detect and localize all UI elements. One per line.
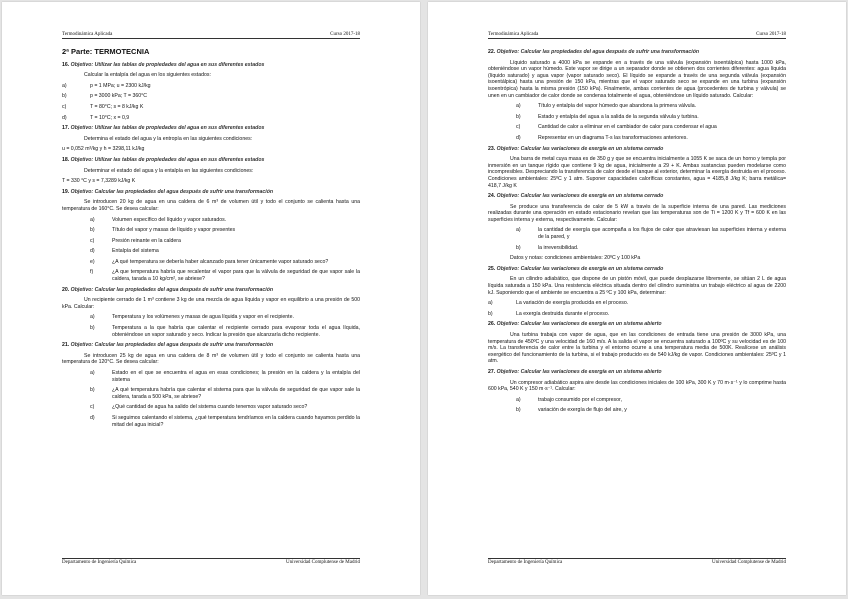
item-label: c) — [62, 103, 67, 110]
list-item — [488, 124, 786, 131]
exercise-statement: Una turbina trabaja con vapor de agua, que en las condiciones de entrada tiene una presión de 3000 kPa, una temperatura de 450ºC y una velocidad de 160 m/s. A la salida el vapor se encuentra saturado a 100ºC y su velocidad es de 100 m/s. La transferencia de calor entre la turbina y el entorno ocurre a una temperatura media de 500K. Realícese un análisis exergético del funcionamiento de la turbina, si el trabajo producido es de 540 kJ/kg de vapor. Condiciones ambientales: 25ºC y 1 atm. — [488, 332, 786, 365]
item-label: b) — [488, 310, 493, 317]
exercise-statement: Una barra de metal cuya masa es de 350 g y que se encuentra inicialmente a 1055 K se saca de un horno y templa por inmersión en un tanque rígido que contiene 9 kg de agua, inicialmente a 29 + K. Ambas sustancias pueden modelarse como incompresibles. Despreciando la transferencia de calor desde el tanque al exterior, determinar la exergía destruida en el proceso. Condiciones ambientales: 25ºC y 1 atm. Suponer capacidades caloríficas constantes, agua = 4185,8 J/kg K; barra metálica= 418,7 J/kg K — [488, 156, 786, 189]
item-label: e) — [90, 258, 95, 265]
list-item — [488, 103, 786, 110]
exercise-heading — [488, 321, 786, 328]
exercise-objective: Objetivo: Calcular las variaciones de exergía en un sistema cerrado — [496, 265, 664, 272]
exercise-objective: Objetivo: Calcular las variaciones de exergía en un sistema abierto — [496, 321, 662, 328]
exercise-heading — [488, 266, 786, 273]
item-label: a) — [90, 216, 95, 223]
exercise-heading — [488, 369, 786, 376]
exercise-statement: Líquido saturado a 4000 kPa se expande en a través de una válvula (expansión isoentálpica) hasta 1000 kPa, obteniéndose un vapor húmedo. Este vapor se dirige a un separador donde se obtienen dos corrientes diferentes: agua líquida (líquido saturado) y agua vapor (vapor saturado seco). El líquido se expande a través de una segunda válvula (expansión isoentálpica) hasta una presión de 150 kPa, mientras que el vapor saturado seco se expande en una turbina (expansión isoentrópica) hasta la misma presión (150 kPa). Finalmente, ambas corrientes de agua (procedentes de turbina y válvula) se unen en un cambiador de calor donde se condensa totalmente el agua, obteniéndose un líquido saturado. Calcular: — [488, 59, 786, 99]
item-label: a) — [62, 82, 67, 89]
item-label: a) — [90, 314, 95, 321]
list-item — [488, 245, 786, 252]
header-course: Termodinámica Aplicada — [62, 32, 113, 37]
exercise-heading — [488, 193, 786, 200]
exercise-number: 22. — [488, 49, 496, 55]
exercise-statement: Calcular la entalpía del agua en los siguientes estados: — [84, 72, 211, 79]
item-text: trabajo consumido por el compresor, — [538, 396, 622, 403]
item-text: Estado y entalpía del agua a la salida de la segunda válvula y turbina. — [538, 113, 699, 120]
exercise-number: 23. — [488, 145, 496, 152]
exercise-objective: Objetivo: Utilizar las tablas de propiedades del agua en sus diferentes estados — [70, 61, 265, 68]
item-text: Presión reinante en la caldera — [112, 237, 181, 244]
list-item — [488, 311, 786, 318]
list-item — [62, 227, 360, 234]
page-body — [62, 49, 360, 428]
exercise-heading — [62, 342, 360, 349]
item-label: b) — [516, 407, 521, 414]
item-text: variación de exergía de flujo del aire, y — [538, 407, 627, 414]
list-item — [62, 238, 360, 245]
item-label: f) — [90, 269, 94, 276]
page-right — [428, 2, 846, 595]
item-text: Volumen específico del líquido y vapor saturados. — [112, 216, 227, 223]
list-item — [62, 115, 360, 122]
exercise-heading — [488, 146, 786, 153]
exercise-objective: Objetivo: Calcular las variaciones de exergía en un sistema cerrado — [496, 193, 664, 200]
list-item — [62, 314, 360, 321]
exercise-data-notes: Datos y notas: condiciones ambientales: 20ºC y 100 kPa — [510, 255, 641, 262]
exercise-heading — [62, 62, 360, 69]
item-label: c) — [90, 404, 95, 411]
item-text: ¿Qué cantidad de agua ha salido del sistema cuando tenemos vapor saturado seco? — [112, 404, 308, 411]
page-header — [62, 32, 360, 39]
item-label: d) — [516, 134, 521, 141]
item-label: c) — [516, 124, 521, 131]
exercise-heading — [62, 157, 360, 164]
exercise-condition: T = 330 °C y s = 7,3289 kJ/kg K — [62, 178, 136, 185]
list-item — [62, 93, 360, 100]
item-label: b) — [90, 387, 95, 394]
list-item — [62, 370, 360, 383]
list-item — [62, 217, 360, 224]
exercise-statement: Se introducen 20 kg de agua en una caldera de 6 m³ de volumen útil y todo el conjunto se calienta hasta una temperatura de 160°C. Se desea calcular: — [62, 199, 360, 212]
item-text: Representar en un diagrama T-s las transformaciones anteriores. — [538, 134, 688, 141]
list-item — [488, 114, 786, 121]
exercise-number: 16. — [62, 61, 70, 68]
exercise-heading — [62, 125, 360, 132]
exercise-number: 21. — [62, 342, 70, 349]
list-item — [62, 248, 360, 255]
item-label: a) — [516, 396, 521, 403]
item-text: Entalpía del sistema — [112, 248, 159, 255]
item-label: c) — [90, 237, 95, 244]
exercise-statement: Un compresor adiabático aspira aire desde las condiciones iniciales de 100 kPa, 300 K y 70 m·s⁻¹ y lo comprime hasta 600 kPa, 540 K y 150 m·s⁻¹. Calcular: — [488, 379, 786, 393]
exercise-objective: Objetivo: Utilizar las tablas de propiedades del agua en sus diferentes estados — [70, 156, 265, 163]
exercise-statement: Se introducen 25 kg de agua en una caldera de 8 m³ de volumen útil y todo el conjunto se calienta hasta una temperatura de 120°C. Se desea calcular: — [62, 352, 360, 366]
header-year: Curso 2017-18 — [756, 32, 786, 37]
footer-university: Universidad Complutense de Madrid — [711, 560, 786, 565]
item-label: a) — [516, 227, 521, 234]
footer-department: Departamento de Ingeniería Química — [488, 560, 563, 565]
page-footer — [488, 558, 786, 565]
page-body — [488, 49, 786, 414]
exercise-number: 17. — [62, 125, 70, 132]
item-label: b) — [90, 325, 95, 332]
item-text: Estado en el que se encuentra el agua en esas condiciones; la presión en la caldera y la entalpía del sistema — [112, 370, 360, 383]
exercise-heading — [62, 287, 360, 294]
item-text: Cantidad de calor a eliminar en el cambiador de calor para condensar el agua — [538, 124, 717, 131]
header-year: Curso 2017-18 — [330, 32, 360, 37]
exercise-statement: Determina el estado del agua y la entropía en las siguientes condiciones: — [84, 135, 253, 142]
item-text: ¿A qué temperatura se debería haber alcanzado para tener únicamente vapor saturado seco? — [112, 258, 329, 265]
list-item — [62, 104, 360, 111]
exercise-objective: Objetivo: Calcular las propiedades del agua después de sufrir una transformación — [70, 286, 274, 293]
item-label: d) — [90, 248, 95, 255]
footer-university: Universidad Complutense de Madrid — [285, 560, 360, 565]
exercise-statement: Un recipiente cerrado de 1 m³ contiene 3 kg de una mezcla de agua líquida y vapor en equilibrio a una presión de 500 kPa. Calcular: — [62, 297, 360, 310]
item-label: b) — [516, 244, 521, 251]
item-text: ¿A qué temperatura habría que calentar el sistema para que la válvula de seguridad de que vapor sale la caldera, tarada a 500 kPa, se abriese? — [112, 387, 360, 400]
list-item — [62, 83, 360, 90]
exercise-number: 26. — [488, 321, 496, 328]
exercise-objective: Objetivo: Calcular las variaciones de exergía en un sistema abierto — [496, 368, 662, 375]
exercise-objective: Objetivo: Utilizar las tablas de propiedades del agua en sus diferentes estados — [70, 125, 265, 132]
item-text: Título del vapor y masas de líquido y vapor presentes — [112, 227, 236, 234]
exercise-objective: Objetivo: Calcular las propiedades del agua después de sufrir una transformación — [496, 49, 700, 55]
item-label: a) — [90, 370, 95, 376]
item-text: La exergía destruida durante el proceso. — [516, 310, 610, 317]
exercise-number: 24. — [488, 193, 496, 200]
item-text: la cantidad de exergía que acompaña a los flujos de calor que atraviesan las superficies interna y externa de la pared, y — [538, 227, 786, 241]
exercise-objective: Objetivo: Calcular las propiedades del agua después de sufrir una transformación — [70, 188, 274, 195]
list-item — [62, 404, 360, 411]
exercise-objective: Objetivo: Calcular las variaciones de exergía en un sistema cerrado — [496, 145, 664, 152]
exercise-number: 19. — [62, 188, 70, 195]
list-item — [488, 407, 786, 414]
exercise-number: 27. — [488, 368, 496, 375]
item-label: d) — [62, 114, 67, 121]
exercise-heading — [62, 189, 360, 196]
item-label: b) — [516, 113, 521, 120]
item-text: La variación de exergía producida en el proceso. — [516, 300, 629, 307]
exercise-condition: u = 0,052 m³/kg y h = 3298,11 kJ/kg — [62, 146, 145, 153]
exercise-statement: Determinar el estado del agua y la entalpía en las siguientes condiciones: — [84, 167, 254, 174]
list-item — [62, 415, 360, 428]
item-text: T = 80°C; s = 8 kJ/kg K — [90, 103, 144, 110]
item-label: b) — [62, 93, 67, 100]
footer-department: Departamento de Ingeniería Química — [62, 560, 137, 565]
exercise-objective: Objetivo: Calcular las propiedades del agua después de sufrir una transformación — [70, 342, 274, 349]
item-text: Título y entalpía del vapor húmedo que abandona la primera válvula. — [538, 103, 697, 110]
list-item — [62, 269, 360, 282]
exercise-number: 25. — [488, 265, 496, 272]
exercise-number: 20. — [62, 286, 70, 293]
list-item — [488, 397, 786, 404]
list-item — [488, 227, 786, 240]
exercise-number: 18. — [62, 156, 70, 163]
list-item — [488, 135, 786, 142]
exercise-statement: En un cilindro adiabático, que dispone de un pistón móvil, que puede desplazarse libremente, se sitúan 2 L de agua líquida saturada a 150 kPa. Una resistencia eléctrica situada dentro del cilindro suministra un trabajo eléctrico al agua de 2200 kJ. Suponiendo que el ambiente se encuentra a 25 ºC y 100 kPa, determinar: — [488, 276, 786, 296]
list-item — [62, 325, 360, 338]
item-label: b) — [90, 227, 95, 234]
part-title: 2ª Parte: TERMOTECNIA — [62, 47, 150, 56]
header-course: Termodinámica Aplicada — [488, 32, 539, 37]
item-text: la irreversibilidad. — [538, 244, 579, 251]
item-text: p = 1 MPa; u = 2300 kJ/kg — [90, 82, 151, 89]
item-text: Temperatura a la que habría que calentar el recipiente cerrado para evaporar toda el agua líquida, obteniéndose un vapor saturado y seco. Indicar la presión que alcanzaría dicho recipiente. — [112, 325, 360, 338]
item-text: T = 10°C; x = 0,9 — [90, 114, 130, 121]
item-label: d) — [90, 414, 95, 421]
exercise-heading — [488, 49, 786, 56]
list-item — [62, 259, 360, 266]
item-text: Temperatura y los volúmenes y masas de agua líquida y vapor en el recipiente. — [112, 314, 294, 321]
item-label: a) — [488, 300, 493, 307]
exercise-statement: Se produce una transferencia de calor de 5 kW a través de la superficie interna de una pared. Las mediciones realizadas durante una operación en estado estacionario revelan que las temperaturas son de Ti = 1200 K y Tf = 600 K en las superficies interna y externa, respectivamente. Calcular: — [488, 203, 786, 223]
list-item — [62, 387, 360, 400]
item-text: p = 3000 kPa; T = 360°C — [90, 93, 147, 100]
item-text: ¿A que temperatura habría que recalentar el vapor para que la válvula de seguridad de que vapor sale la caldera, tarada a 10 kg/cm², se abriese? — [112, 269, 360, 283]
page-header — [488, 32, 786, 39]
list-item — [488, 300, 786, 307]
page-footer — [62, 558, 360, 565]
page-left — [2, 2, 420, 595]
item-text: Si seguimos calentando el sistema, ¿qué temperatura tendríamos en la caldera cuando hayamos perdido la mitad del agua inicial? — [112, 414, 360, 428]
item-label: a) — [516, 103, 521, 110]
